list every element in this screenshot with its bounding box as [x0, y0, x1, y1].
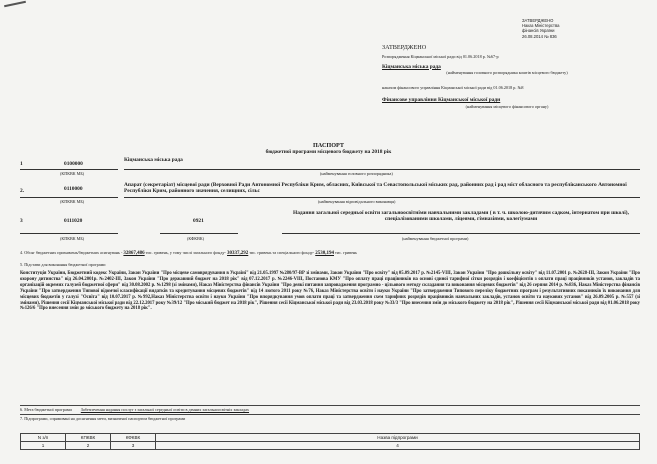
approval-heading: ЗАТВЕРДЖЕНО: [382, 44, 427, 51]
row-number: 2.: [20, 188, 25, 194]
approval-stamp: [522, 18, 632, 39]
title-heading: ПАСПОРТ: [312, 142, 345, 149]
row-number: 1: [20, 161, 23, 167]
code-caption: (КПКВК МБ): [60, 171, 85, 176]
approval-block: [382, 44, 632, 109]
approval-body-caption: (найменування головного розпорядника коштів місцевого бюджету): [446, 70, 568, 76]
name-caption: (найменування головного розпорядника): [320, 171, 393, 176]
name-caption: (найменування бюджетної програми): [402, 236, 469, 241]
stamp-line: Наказ Міністерства: [522, 23, 560, 29]
approval-order-ref: Розпорядження Кіцманської міської ради від 01.06.2018 р. №67-р: [382, 54, 499, 60]
table-header: КПКВК: [66, 434, 111, 442]
volume-special: 2530,194: [315, 251, 334, 256]
scan-artifact: [4, 1, 26, 8]
passport-title: [0, 142, 657, 156]
volume-general: 30337,292: [227, 251, 249, 256]
finance-caption: (найменування місцевого фінансового органу): [465, 103, 549, 109]
budget-volume: 4. Обсяг бюджетних призначень/бюджетних асигнувань - 32867,486 тис. гривень, у тому числі загального фонду- 30337,292 тис. гривень та спеціального фонду- 2530,194 тис. гривень: [20, 250, 358, 256]
table-cell: 1: [21, 442, 66, 450]
stamp-line: фінансів України: [522, 28, 555, 34]
basis-text: Конституція України, Бюджетний кодекс України, Закон України "Про місцеве самоврядування в Україні" від 21.05.1997 №280/97-ВР зі змінами, Закон України "Про освіту" від 05.09.2017 р. №2145-VIII, Закон України "Про дошкільну освіту" від 11.07.2001 р. №2628-III, Закон України "Про охорону дитинства" від 26.04.2001р. №2402-III, Закон України "Про державний бюджет на 2018 рік" від 07.12.2017 р. №2246-VIII, Постанова КМУ "Про оплату праці працівників на основі єдиної тарифної сітки розрядів і коефіцієнтів з оплати праці працівників установ, закладів та організацій окремих галузей бюджетної сфери" від 30.08.2002 р. №1298 (зі змінами), Наказ Міністерства фінансів України "Про деякі питання запровадження програмно - цільового методу складання та виконання місцевих бюджетів" від 26 серпня 2014 р. №836, Наказ Міністерства фінансів України "Про затвердження Типової відомчої класифікації видатків та кредитування місцевих бюджетів" від 14 лютого 2011 року №76, Наказ Міністерства освіти і науки України "Про затвердження Типового переліку бюджетних програм і результативних показників їх виконання для місцевих бюджетів у галузі "Освіта" від 10.07.2017 р. №992,Наказ Міністерства освіти і науки України "Про впорядкування умов оплати праці та затвердження схем тарифних розрядів працівників навчальних закладів, установ освіти та наукових установ" від 26.09.2005 р. №557 (зі змінами), Рішення сесії Кіцманської міської ради від 22.12.2017 року №39/12 "Про міський бюджет на 2018 рік", Рішення сесії Кіцманської міської ради від 23.03.2018 року №33/3 "Про внесення змін до міського бюджету на 2018 рік", Рішення сесії Кіцманської міської ради від 01.06.2018 року №126/6 "Про внесення змін до міського бюджету на 2018 рік".: [20, 271, 640, 312]
stamp-line: 26.08.2014 № 836: [522, 33, 557, 39]
goal-text: Забезпечення надання послуг з загальної середньої освіти в денних загальноосвітніх закладах: [80, 407, 250, 412]
code-caption: (КПКВК МБ): [60, 236, 85, 241]
name-caption: (найменування відповідального виконавця): [318, 199, 396, 204]
row-code: 0110000: [64, 186, 83, 192]
table-cell: 4: [156, 442, 640, 450]
row-code: 0111020: [64, 218, 83, 224]
approval-body: Кіцманська міська рада: [382, 63, 441, 70]
row-code: 0100000: [64, 161, 83, 167]
table-cell: 2: [66, 442, 111, 450]
row-number: 3: [20, 218, 23, 224]
title-subheading: бюджетної програми місцевого бюджету на 2018 рік: [265, 149, 392, 156]
code-caption: (КПКВК МБ): [60, 199, 85, 204]
volume-total: 32867,486: [123, 251, 145, 256]
basis-heading: 5. Підстави для виконання бюджетної програми: [20, 262, 106, 267]
subprograms-table: [20, 433, 640, 450]
table-header: N з/п: [21, 434, 66, 442]
stamp-approved: ЗАТВЕРДЖЕНО: [522, 18, 554, 23]
subprograms-heading: 7. Підпрограми, спрямовані на досягнення мети, визначеної паспортом бюджетної програми: [20, 416, 186, 421]
table-header: КФКВК: [111, 434, 156, 442]
goal-label: 6. Мета бюджетної програми: [20, 407, 72, 412]
table-cell: 3: [111, 442, 156, 450]
fkvk-caption: (КФКВК): [187, 236, 205, 241]
row-name: Апарат (секретаріат) місцевої ради (Верховної Ради Автономної Республіки Крим, обласних, Київської та Севастопольської міських рад, районних рад і рад міст обласного та республіканського Автономної Республіки Крим, районного значення, селищних, сільс: [124, 182, 627, 195]
table-header: Назва підпрограми: [156, 434, 640, 442]
finance-body: Фінансове управління Кіцманської міської ради: [382, 97, 501, 104]
table-row: [21, 442, 640, 450]
row-name: Кіцманська міська рада: [124, 157, 183, 163]
row-fkvk: 0921: [193, 218, 204, 224]
finance-order: наказом фінансового управління Кіцманської міської ради від 01.06.2018 р. №8: [382, 85, 524, 91]
program-goal: [20, 407, 249, 412]
row-name: Надання загальної середньої освіти загальноосвітніми навчальними закладами ( в т. ч. школою-дитячим садком, інтернатом при школі), спеціалізованими школами, ліцеями, гімназіями, колегіумами: [293, 210, 629, 223]
table-header-row: [21, 434, 640, 442]
